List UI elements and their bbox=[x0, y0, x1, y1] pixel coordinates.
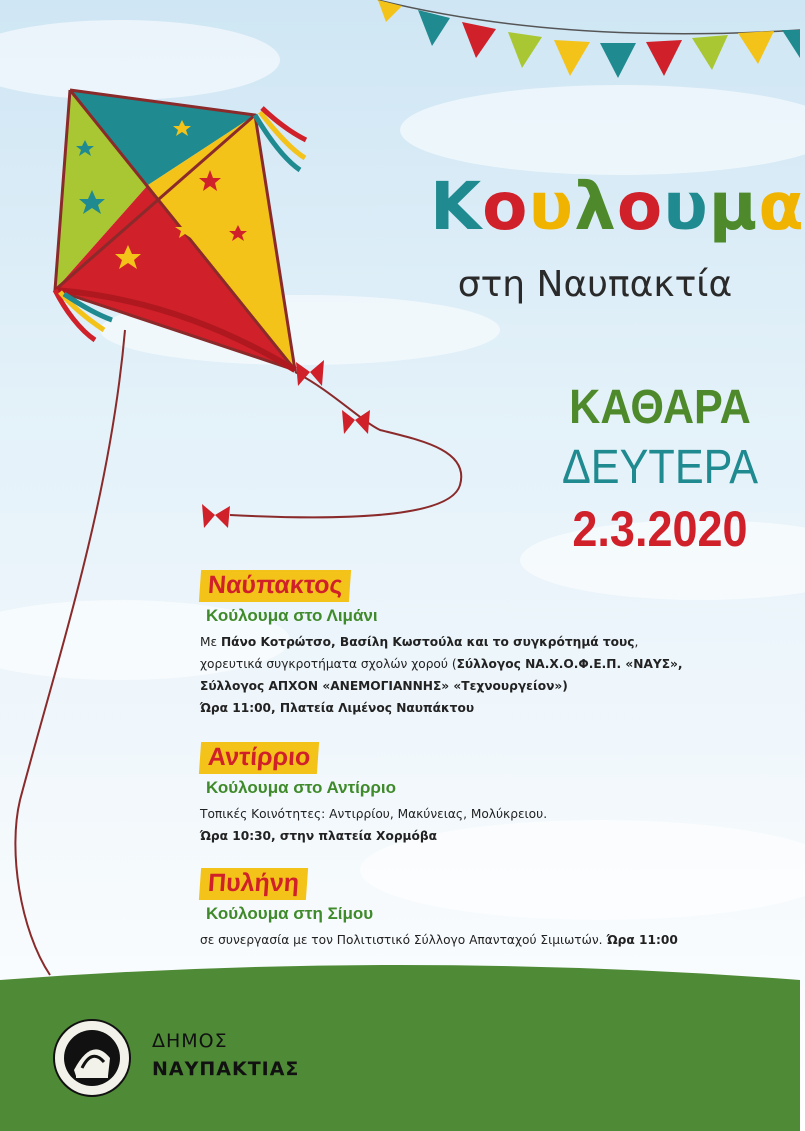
event-detail-text: Τοπικές Κοινότητες: Αντιρρίου, Μακύνειας, Μολύκρειου. bbox=[200, 807, 548, 821]
event-detail-text: Με bbox=[200, 635, 221, 649]
event-detail-line bbox=[200, 675, 683, 697]
title-letter: Κ bbox=[430, 168, 483, 245]
event-name: Κούλουμα στη Σίμου bbox=[206, 904, 374, 923]
event-detail-text: σε συνεργασία με τον Πολιτιστικό Σύλλογο Απανταχού Σιμιωτών. bbox=[200, 933, 603, 947]
title-letter: μ bbox=[708, 168, 759, 245]
event-name: Κούλουμα στο Αντίρριο bbox=[206, 778, 397, 797]
event-detail-text: Ώρα 10:30, στην πλατεία Χορμόβα bbox=[200, 829, 437, 843]
title-letter: ο bbox=[482, 168, 529, 245]
event-detail-text: Ώρα 11:00, Πλατεία Λιμένος Ναυπάκτου bbox=[200, 701, 475, 715]
event-detail-text: , bbox=[634, 635, 639, 649]
title-letter: α bbox=[758, 168, 805, 245]
event-detail-line bbox=[200, 825, 547, 847]
day-line-1: ΚΑΘΑΡΑ bbox=[569, 381, 751, 434]
event-detail-line bbox=[200, 653, 683, 675]
event-date: 2.3.2020 bbox=[572, 501, 748, 557]
title-letter: λ bbox=[574, 168, 617, 245]
event-detail-line bbox=[200, 631, 683, 653]
event-place: Πυλήνη bbox=[199, 868, 308, 900]
event-place: Ναύπακτος bbox=[199, 570, 352, 602]
event-name: Κούλουμα στο Λιμάνι bbox=[206, 606, 378, 625]
event-detail-line bbox=[200, 697, 683, 719]
event-detail-text: Ώρα 11:00 bbox=[602, 933, 678, 947]
subtitle: στη Ναυπακτία bbox=[457, 264, 733, 305]
municipality-label-1: ΔΗΜΟΣ bbox=[152, 1030, 228, 1052]
event-detail-line bbox=[200, 929, 678, 951]
event-detail-line bbox=[200, 803, 547, 825]
event-block-1 bbox=[200, 570, 683, 719]
event-detail-text: Σύλλογος ΑΠΧΟΝ «ΑΝΕΜΟΓΙΑΝΝΗΣ» «Τεχνουργείον») bbox=[200, 679, 568, 693]
event-detail-text: χορευτικά συγκροτήματα σχολών χορού ( bbox=[200, 657, 457, 671]
event-place: Αντίρριο bbox=[199, 742, 320, 774]
event-detail-text: Πάνο Κοτρώτσο, Βασίλη Κωστούλα και το συγκρότημά τους bbox=[220, 635, 635, 649]
title-kouluma bbox=[430, 168, 805, 245]
title-letter: ο bbox=[616, 168, 664, 245]
title-letter: υ bbox=[663, 168, 709, 245]
event-block-3 bbox=[200, 868, 678, 951]
event-detail-text: Σύλλογος ΝΑ.Χ.Ο.Φ.Ε.Π. «ΝΑΥΣ», bbox=[456, 657, 683, 671]
event-block-2 bbox=[200, 742, 547, 847]
event-details bbox=[200, 803, 547, 847]
event-details bbox=[200, 929, 678, 951]
event-details bbox=[200, 631, 683, 719]
title-letter: υ bbox=[528, 168, 575, 245]
day-line-2: ΔΕΥΤΕΡΑ bbox=[561, 441, 759, 494]
municipality-label-2: ΝΑΥΠΑΚΤΙΑΣ bbox=[152, 1058, 300, 1080]
municipality-seal-icon bbox=[52, 1018, 132, 1098]
